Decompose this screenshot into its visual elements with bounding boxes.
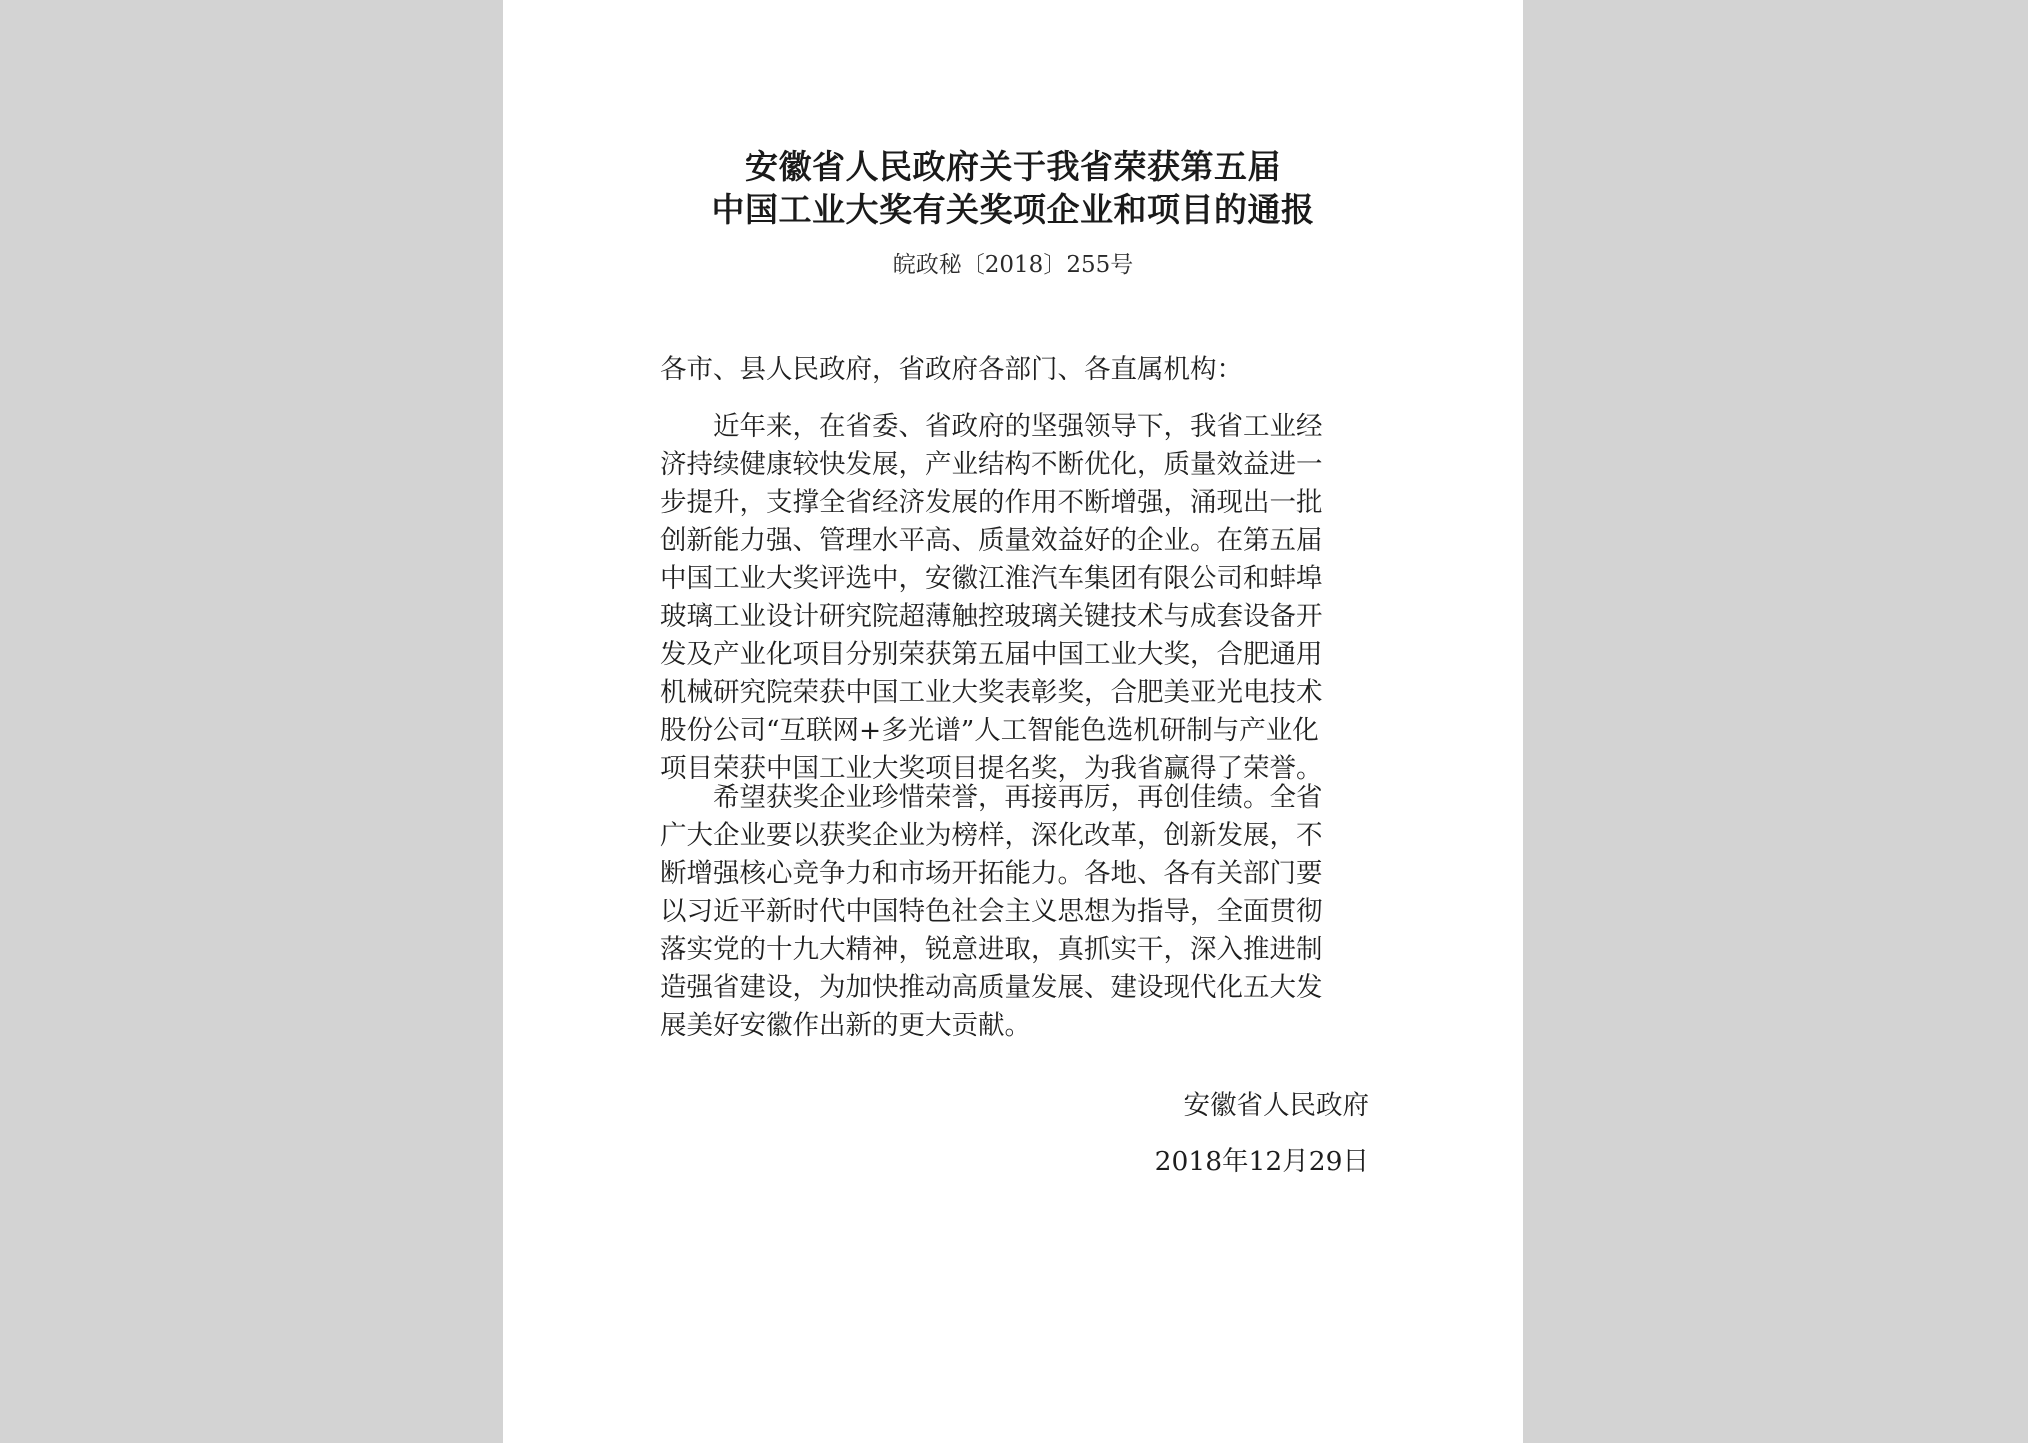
paragraph-line: 股份公司“互联网+多光谱”人工智能色选机研制与产业化 (660, 715, 1319, 746)
paragraph-line: 创新能力强、管理水平高、质量效益好的企业。在第五届 (660, 525, 1323, 556)
paragraph-line: 展美好安徽作出新的更大贡献。 (660, 1010, 1031, 1041)
paragraph-2 (660, 779, 1360, 1045)
paragraph-line: 近年来，在省委、省政府的坚强领导下，我省工业经 (713, 411, 1323, 442)
paragraph-line: 希望获奖企业珍惜荣誉，再接再厉，再创佳绩。全省 (713, 782, 1323, 813)
document-title-line-1: 安徽省人民政府关于我省荣获第五届 (745, 147, 1281, 186)
document-page (503, 0, 1523, 1443)
paragraph-line: 玻璃工业设计研究院超薄触控玻璃关键技术与成套设备开 (660, 601, 1323, 632)
paragraph-line: 造强省建设，为加快推动高质量发展、建设现代化五大发 (660, 972, 1323, 1003)
paragraph-line: 步提升，支撑全省经济发展的作用不断增强，涌现出一批 (660, 487, 1323, 518)
paragraph-line: 落实党的十九大精神，锐意进取，真抓实干，深入推进制 (660, 934, 1323, 965)
paragraph-line: 项目荣获中国工业大奖项目提名奖，为我省赢得了荣誉。 (660, 753, 1323, 784)
paragraph-line: 发及产业化项目分别荣获第五届中国工业大奖，合肥通用 (660, 639, 1323, 670)
document-title-line-2: 中国工业大奖有关奖项企业和项目的通报 (711, 190, 1315, 229)
paragraph-line: 中国工业大奖评选中，安徽江淮汽车集团有限公司和蚌埠 (660, 563, 1323, 594)
signature: 安徽省人民政府 (1183, 1090, 1369, 1121)
paragraph-line: 机械研究院荣获中国工业大奖表彰奖，合肥美亚光电技术 (660, 677, 1323, 708)
paragraph-line: 广大企业要以获奖企业为榜样，深化改革，创新发展，不 (660, 820, 1323, 851)
paragraph-line: 断增强核心竞争力和市场开拓能力。各地、各有关部门要 (660, 858, 1323, 889)
paragraph-1 (660, 408, 1360, 788)
issue-date: 2018年12月29日 (1154, 1146, 1369, 1177)
paragraph-line: 以习近平新时代中国特色社会主义思想为指导，全面贯彻 (660, 896, 1323, 927)
document-number: 皖政秘〔2018〕255号 (892, 252, 1134, 278)
paragraph-line: 济持续健康较快发展，产业结构不断优化，质量效益进一 (660, 449, 1323, 480)
salutation: 各市、县人民政府，省政府各部门、各直属机构： (660, 354, 1243, 385)
